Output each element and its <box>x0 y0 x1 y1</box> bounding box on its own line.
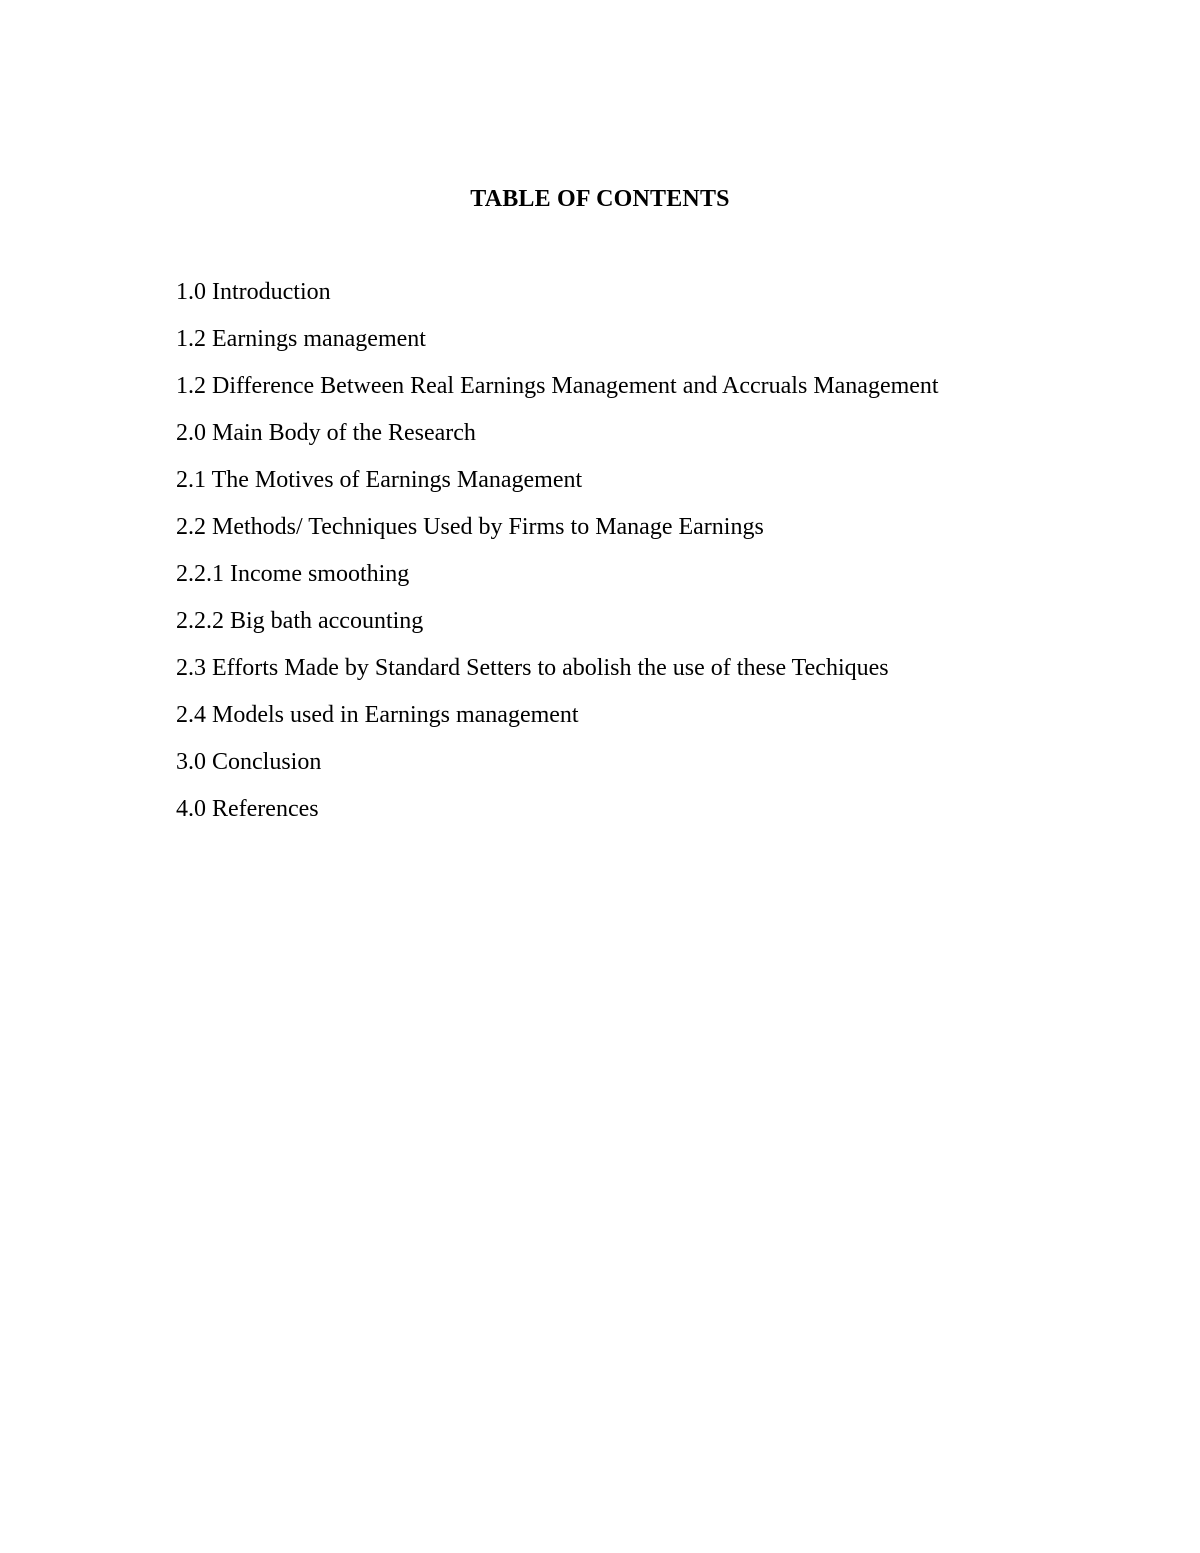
toc-entry-models: 2.4 Models used in Earnings management <box>176 702 579 728</box>
toc-entry-earnings-management: 1.2 Earnings management <box>176 326 426 352</box>
toc-entry-introduction: 1.0 Introduction <box>176 279 331 305</box>
toc-entry-methods: 2.2 Methods/ Techniques Used by Firms to Manage Earnings <box>176 514 764 540</box>
toc-entry-references: 4.0 References <box>176 796 319 822</box>
toc-list <box>176 279 1024 843</box>
toc-entry-main-body: 2.0 Main Body of the Research <box>176 420 476 446</box>
toc-entry-standard-setters: 2.3 Efforts Made by Standard Setters to abolish the use of these Techiques <box>176 655 889 681</box>
toc-entry-big-bath: 2.2.2 Big bath accounting <box>176 608 424 634</box>
toc-entry-income-smoothing: 2.2.1 Income smoothing <box>176 561 410 587</box>
toc-entry-motives: 2.1 The Motives of Earnings Management <box>176 467 583 493</box>
toc-entry-real-vs-accruals: 1.2 Difference Between Real Earnings Management and Accruals Management <box>176 373 939 399</box>
toc-entry-conclusion: 3.0 Conclusion <box>176 749 322 775</box>
page-title: TABLE OF CONTENTS <box>470 186 730 212</box>
